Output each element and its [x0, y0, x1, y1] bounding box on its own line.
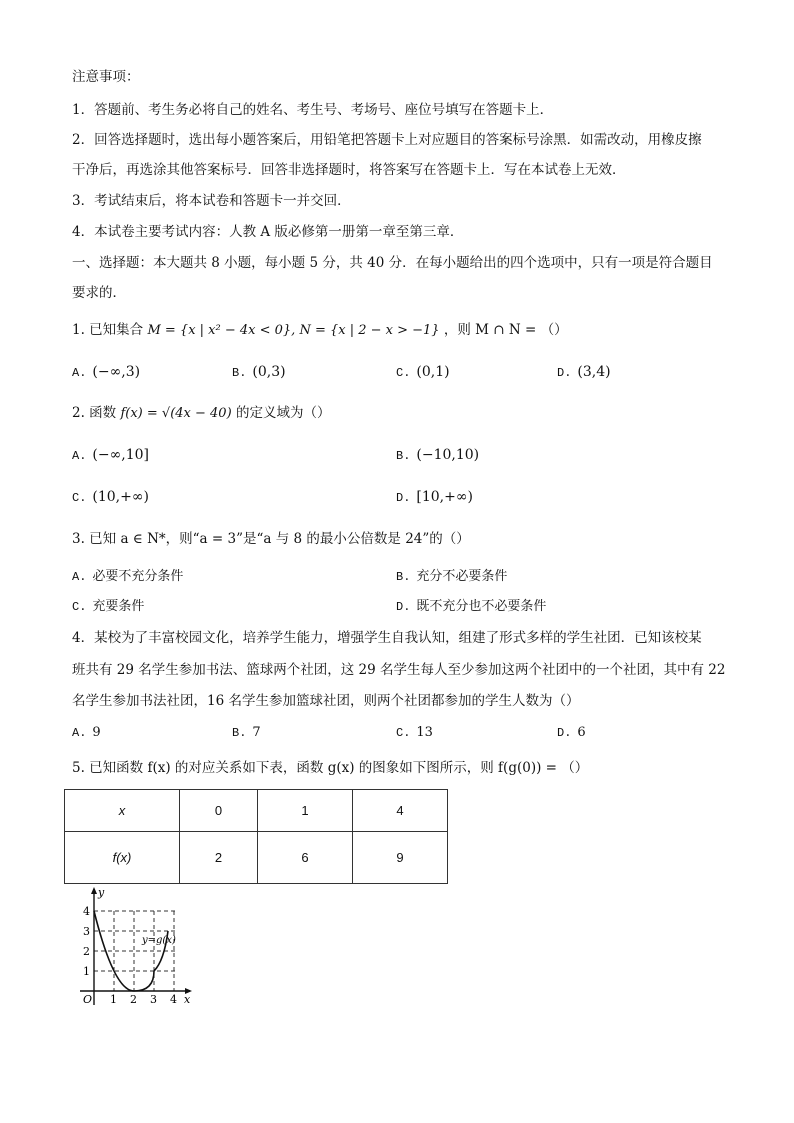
x-tick-label: 1: [110, 993, 117, 1006]
y-axis-arrow: [91, 887, 97, 894]
question-2-prefix: 2. 函数: [72, 405, 117, 421]
question-2-stem: [72, 404, 330, 423]
curve-label: y=g(x): [142, 935, 176, 946]
section-heading: 一、选择题：本大题共 8 小题，每小题 5 分，共 40 分．在每小题给出的四个选项中，只有一项是符合题目: [72, 255, 713, 271]
q2-option-b[interactable]: B. (−10,10): [396, 447, 480, 463]
question-4-stem: 名学生参加书法社团，16 名学生参加篮球社团，则两个社团都参加的学生人数为（）: [72, 693, 580, 709]
table-cell: 1: [258, 790, 353, 832]
function-table: [64, 789, 448, 884]
question-1-suffix: ，则 M ∩ N = （）: [443, 322, 568, 338]
section-heading: 要求的．: [72, 285, 126, 301]
notice-item: 4．本试卷主要考试内容：人教 A 版必修第一册第一章至第三章．: [72, 224, 464, 240]
y-tick-label: 3: [83, 925, 90, 938]
q4-option-a[interactable]: A. 9: [72, 725, 101, 740]
q3-option-c[interactable]: C. 充要条件: [72, 599, 145, 614]
q3-option-a[interactable]: A. 必要不充分条件: [72, 569, 184, 584]
notice-item: 2．回答选择题时，选出每小题答案后，用铅笔把答题卡上对应题目的答案标号涂黑．如需改动，用橡皮擦: [72, 132, 702, 148]
q4-option-d[interactable]: D. 6: [557, 725, 586, 740]
x-tick-label: 4: [170, 993, 177, 1006]
table-cell: 6: [258, 832, 353, 884]
q4-option-b[interactable]: B. 7: [232, 725, 261, 740]
question-4-stem: 4．某校为了丰富校园文化，培养学生能力，增强学生自我认知，组建了形式多样的学生社团．已知该校某: [72, 630, 702, 646]
question-5-stem: 5. 已知函数 f(x) 的对应关系如下表，函数 g(x) 的图象如下图所示，则 f(g(0)) = （）: [72, 760, 589, 776]
x-tick-label: 2: [130, 993, 137, 1006]
question-2-formula: f(x) = √(4x − 40): [120, 406, 232, 421]
table-row: [65, 790, 448, 832]
question-4-stem: 班共有 29 名学生参加书法、篮球两个社团，这 29 名学生每人至少参加这两个社团中的一个社团，其中有 22: [72, 662, 726, 678]
table-cell: 4: [353, 790, 448, 832]
notice-item: 3．考试结束后，将本试卷和答题卡一并交回．: [72, 193, 351, 209]
q3-option-b[interactable]: B. 充分不必要条件: [396, 569, 508, 584]
notice-item: 1．答题前、考生务必将自己的姓名、考生号、考场号、座位号填写在答题卡上．: [72, 102, 554, 118]
table-cell: x: [65, 790, 180, 832]
q3-option-d[interactable]: D. 既不充分也不必要条件: [396, 599, 547, 614]
question-2-suffix: 的定义域为（）: [235, 405, 331, 421]
question-1-formula: M = {x | x² − 4x < 0}, N = {x | 2 − x > −1}: [147, 323, 440, 338]
question-1-stem: [72, 321, 568, 340]
q1-option-c[interactable]: C. (0,1): [396, 364, 450, 380]
notice-item: 干净后，再选涂其他答案标号．回答非选择题时，将答案写在答题卡上．写在本试卷上无效．: [72, 162, 626, 178]
y-tick-label: 4: [83, 905, 90, 918]
table-cell: 0: [180, 790, 258, 832]
question-3-stem: 3. 已知 a ∈ N*，则“a = 3”是“a 与 8 的最小公倍数是 24”的（）: [72, 531, 470, 547]
question-1-prefix: 1. 已知集合: [72, 322, 144, 338]
table-cell: 2: [180, 832, 258, 884]
q1-option-b[interactable]: B. (0,3): [232, 364, 286, 380]
table-cell: f(x): [65, 832, 180, 884]
origin-label: O: [83, 993, 93, 1006]
notice-title: 注意事项：: [72, 69, 140, 85]
x-axis-label: x: [184, 993, 191, 1006]
table-row: [65, 832, 448, 884]
q2-option-d[interactable]: D. [10,+∞): [396, 489, 473, 505]
q2-option-a[interactable]: A. (−∞,10]: [72, 447, 149, 463]
q2-option-c[interactable]: C. (10,+∞): [72, 489, 149, 505]
y-tick-label: 2: [83, 945, 90, 958]
q4-option-c[interactable]: C. 13: [396, 725, 433, 740]
x-tick-label: 3: [150, 993, 157, 1006]
q1-option-a[interactable]: A. (−∞,3): [72, 364, 141, 380]
y-tick-label: 1: [83, 965, 90, 978]
q1-option-d[interactable]: D. (3,4): [557, 364, 611, 380]
table-cell: 9: [353, 832, 448, 884]
g-graph: [80, 885, 200, 1007]
y-axis-label: y: [98, 886, 105, 899]
